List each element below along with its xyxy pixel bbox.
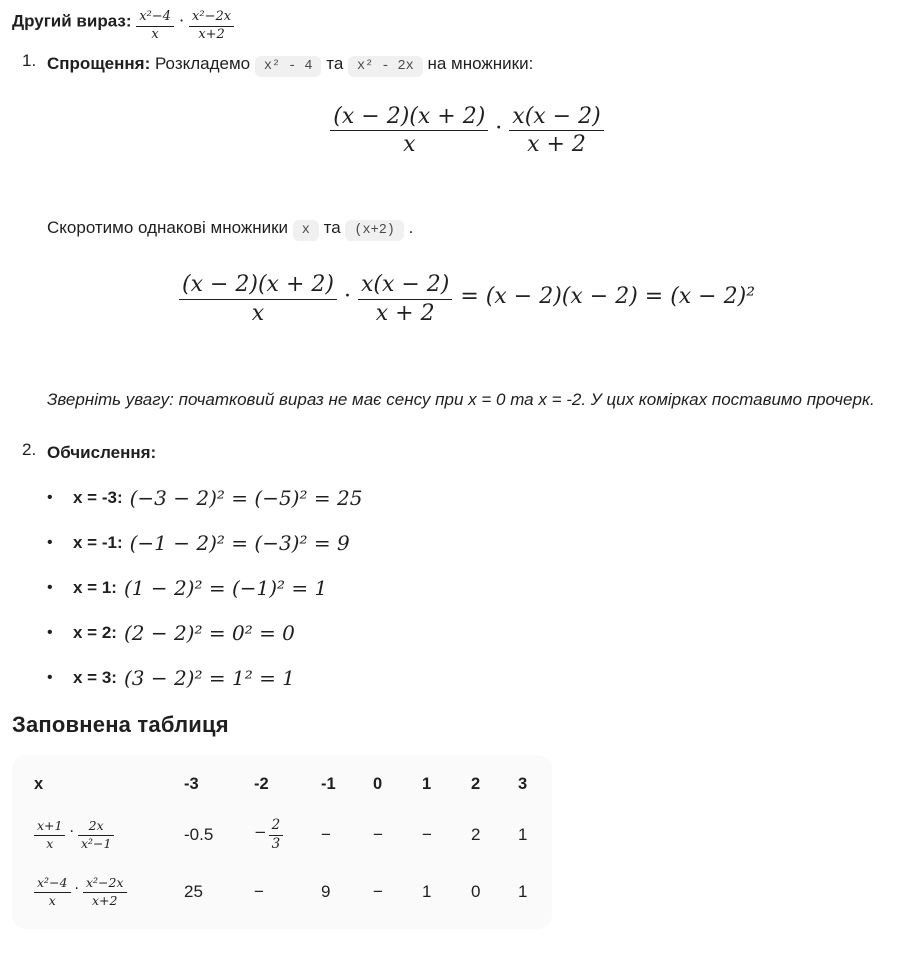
fraction: $\frac{x(x - 2)}{x + 2}$ — [358, 272, 452, 326]
intro-formula — [136, 9, 234, 42]
multiplication-dot: · — [74, 881, 79, 898]
fraction: $\frac{\text{x²−4}}{x}$ — [34, 876, 71, 908]
bullet-label: x = 3: — [73, 667, 117, 687]
list-number: 2. — [22, 440, 37, 460]
fraction: $\frac{x(x - 2)}{x + 2}$ — [509, 104, 603, 158]
header-cell: 2 — [471, 775, 481, 794]
table-cell: 9 — [321, 882, 331, 902]
header-cell: -1 — [321, 775, 336, 794]
list-number: 1. — [22, 50, 37, 70]
simplification-label: Спрощення: — [47, 53, 151, 73]
text: . — [408, 218, 414, 238]
note-text: Зверніть увагу: початковий вираз не має сенсу при x = 0 та x = -2. У цих комірках поставимо прочерк. — [47, 389, 875, 409]
calculation-label-line — [47, 440, 887, 466]
multiplication-dot: · — [495, 115, 503, 141]
table-header-row — [34, 763, 558, 807]
bullet-icon: • — [47, 668, 53, 686]
bullet-math: (−3 − 2)² = (−5)² = 25 — [129, 485, 363, 510]
header-cell-x: x — [34, 775, 44, 794]
text: Скоротимо однакові множники — [47, 218, 289, 238]
row-expression-formula — [34, 875, 127, 908]
table-cell: − — [321, 825, 331, 845]
filled-table-card — [12, 755, 552, 929]
table-row-expression-2 — [34, 864, 558, 921]
table-cell: 1 — [518, 825, 528, 845]
table-heading: Заповнена таблиця — [12, 711, 229, 737]
table-cell: 2 — [471, 825, 481, 845]
text: Розкладемо — [154, 53, 251, 73]
table-cell: − — [422, 825, 432, 845]
display-formula-2 — [47, 272, 887, 326]
header-cell: 3 — [518, 775, 528, 794]
table-cell: 25 — [184, 882, 203, 902]
table-cell: 1 — [518, 882, 528, 902]
fraction: $\frac{(x - 2)(x + 2)}{x}$ — [179, 272, 337, 326]
intro-line — [12, 10, 887, 43]
bullet-icon: • — [47, 533, 53, 551]
text: та — [326, 53, 344, 73]
text: та — [323, 218, 341, 238]
equation-result: = (x − 2)(x − 2) = (x − 2)² — [460, 284, 756, 310]
fraction: $\frac{2x}{\text{x²−1}}$ — [78, 819, 115, 851]
multiplication-dot: · — [343, 284, 351, 310]
minus-sign: − — [254, 822, 267, 841]
fraction: $\frac{(x - 2)(x + 2)}{x}$ — [330, 104, 488, 158]
bullet-icon: • — [47, 578, 53, 596]
header-cell: 0 — [373, 775, 383, 794]
bullet-math: (3 − 2)² = 1² = 1 — [123, 665, 295, 690]
multiplication-dot: · — [69, 824, 74, 841]
table-cell: − — [373, 882, 383, 902]
row-expression-formula — [34, 818, 114, 851]
intro-label: Другий вираз: — [12, 11, 132, 31]
fraction: $\frac{\text{x²−2x}}{x+2}$ — [189, 10, 234, 43]
simplification-line — [47, 51, 887, 78]
header-cell: 1 — [422, 775, 432, 794]
bullet-icon: • — [47, 488, 53, 506]
cancel-factors-line — [47, 215, 887, 242]
table-cell: 0 — [471, 882, 481, 902]
bullet-item-x-2 — [47, 619, 887, 647]
bullet-item-x-neg1 — [47, 529, 887, 557]
calculation-bullets — [47, 484, 887, 692]
bullet-label: x = 2: — [73, 622, 117, 642]
fraction: $\frac{x+1}{x}$ — [34, 819, 65, 851]
header-cell: -2 — [254, 775, 269, 794]
bullet-item-x-neg3 — [47, 484, 887, 512]
table-cell: − — [373, 825, 383, 845]
calculation-label: Обчислення: — [47, 443, 157, 463]
bullet-item-x-1 — [47, 574, 887, 602]
inline-code-x2-minus-4: x² - 4 — [255, 56, 322, 77]
list-item-2 — [12, 440, 887, 691]
bullet-icon: • — [47, 623, 53, 641]
table-cell-fraction — [254, 817, 283, 852]
table-cell: 1 — [422, 882, 432, 902]
bullet-label: x = -3: — [73, 487, 123, 507]
fraction: $\frac{2}{3}$ — [269, 818, 284, 852]
bullet-math: (−1 − 2)² = (−3)² = 9 — [129, 530, 350, 555]
inline-code-x-plus-2: (x+2) — [345, 220, 404, 241]
multiplication-dot: · — [178, 11, 185, 31]
inline-code-x: x — [293, 220, 319, 241]
text: на множники: — [427, 53, 534, 73]
inline-code-x2-minus-2x: x² - 2x — [348, 56, 423, 77]
display-formula-1 — [47, 104, 887, 158]
header-cell: -3 — [184, 775, 199, 794]
bullet-label: x = 1: — [73, 577, 117, 597]
table-row-expression-1 — [34, 807, 558, 864]
list-item-1 — [12, 51, 887, 416]
fraction: $\frac{\text{x²−2x}}{x+2}$ — [83, 876, 127, 908]
bullet-math: (1 − 2)² = (−1)² = 1 — [123, 575, 328, 600]
table-cell: − — [254, 882, 264, 902]
fraction: $\frac{\text{x²−4}}{x}$ — [136, 10, 174, 43]
values-table — [34, 763, 558, 921]
bullet-math: (2 − 2)² = 0² = 0 — [123, 620, 295, 645]
bullet-item-x-3 — [47, 664, 887, 692]
table-cell: -0.5 — [184, 825, 214, 845]
bullet-label: x = -1: — [73, 532, 123, 552]
